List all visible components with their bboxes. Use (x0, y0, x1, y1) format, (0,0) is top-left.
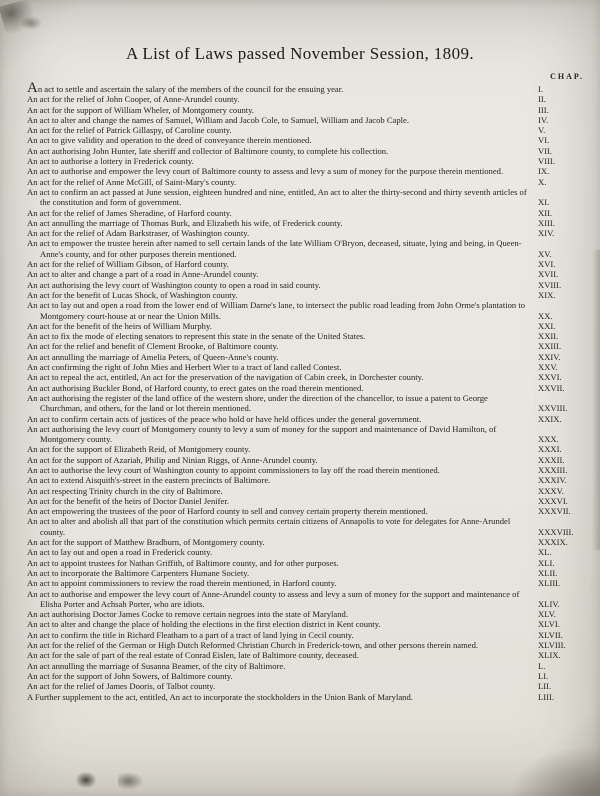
law-entry-text: An act to appoint commissioners to review the road therein mentioned, in Harford county. (27, 578, 337, 589)
law-entry-chapter: XXIX. (538, 413, 562, 424)
law-entry-text: An act for the relief of the German or High Dutch Reformed Christian Church in Frederick-town, and other persons therein named. (27, 640, 479, 651)
law-entry-text: An act to fix the mode of electing senators to represent this state in the senate of the United States. (27, 331, 366, 342)
law-entry-chapter: XI. (538, 197, 550, 208)
law-entry-chapter: XII. (538, 207, 553, 218)
law-entry-text: An act for the benefit of the heirs of William Murphy. (27, 320, 212, 331)
law-entry-chapter: XXXI. (538, 444, 562, 455)
law-entry-text: An act to alter and change the names of Samuel, William and Jacob Cole, to Samuel, William and Jacob Caple. (27, 114, 410, 125)
law-entry-chapter: XXXIX. (538, 537, 568, 548)
scan-smudge-top-left (0, 0, 39, 36)
law-entry-text: An act to repeal the act, entitled, An act for the preservation of the navigation of Cabin creek, in Dorchester county. (27, 372, 424, 383)
law-entry (27, 424, 590, 445)
law-entry-chapter: VII. (538, 145, 553, 156)
chapter-column-header: CHAP. (550, 72, 584, 81)
law-entry-chapter: XX. (538, 310, 553, 321)
law-entry-text: An act to alter and abolish all that part of the constitution which permits certain citizens of Annapolis to vote for delegates for Anne-Arundel county. (27, 516, 511, 537)
law-entry (27, 383, 590, 393)
scan-smudge-bottom-center (118, 772, 144, 790)
law-entry (27, 516, 590, 537)
law-entry-text: A Further supplement to the act, entitled, An act to incorporate the stockholders in the Union Bank of Maryland. (27, 691, 413, 702)
law-entry (27, 166, 590, 176)
law-entry-text: An act to authorise a lottery in Frederick county. (27, 156, 194, 167)
law-entry (27, 341, 590, 351)
law-entry-text: An act to settle and ascertain the salary of the members of the council for the ensuing year. (27, 80, 344, 96)
law-entry-chapter: IX. (538, 166, 550, 177)
law-entry-chapter: XXXIII. (538, 464, 568, 475)
law-entry (27, 589, 590, 610)
law-entry-chapter: XL. (538, 547, 552, 558)
law-entry-chapter: VI. (538, 135, 550, 146)
law-entry (27, 372, 590, 382)
law-entry (27, 300, 590, 321)
law-entry (27, 269, 590, 279)
law-entry-chapter: XXIII. (538, 341, 562, 352)
law-entry-chapter: XXXVI. (538, 495, 568, 506)
law-entry (27, 661, 590, 671)
law-entry (27, 187, 590, 208)
law-entry-chapter: XLVIII. (538, 640, 566, 651)
law-entry-text: An act for the support of Elizabeth Reid, of Montgomery county. (27, 444, 251, 455)
law-entry (27, 547, 590, 557)
law-entry (27, 681, 590, 691)
law-entry-text: An act for the relief of Anne McGill, of Saint-Mary's county. (27, 176, 237, 187)
law-entry-chapter: I. (538, 84, 544, 94)
law-entry (27, 414, 590, 424)
law-entry-chapter: L. (538, 660, 546, 671)
law-entry-chapter: XXI. (538, 320, 556, 331)
law-entry-text: An act annulling the marriage of Thomas Burk, and Elizabeth his wife, of Frederick county. (27, 217, 343, 228)
law-entry (27, 177, 590, 187)
law-entry-text: An act for the support of John Sowers, of Baltimore county. (27, 670, 233, 681)
law-entry-text: An act for the support of William Wheler, of Montgomery county. (27, 104, 255, 115)
law-entry-chapter: IV. (538, 114, 549, 125)
law-entry (27, 619, 590, 629)
law-entry (27, 640, 590, 650)
law-entry (27, 444, 590, 454)
law-entry-chapter: XV. (538, 248, 552, 259)
law-entry (27, 496, 590, 506)
law-entry-chapter: XXXVIII. (538, 526, 574, 537)
law-entry-chapter: XLIX. (538, 650, 561, 661)
law-entry (27, 578, 590, 588)
law-entry-chapter: XXVII. (538, 382, 565, 393)
law-entry-text: An act to incorporate the Baltimore Carpenters Humane Society. (27, 567, 250, 578)
law-entry (27, 506, 590, 516)
law-entry (27, 105, 590, 115)
law-entry-text: An act confirming the right of John Mies and Herbert Wier to a tract of land called Contest. (27, 362, 342, 373)
law-entry-text: An act for the benefit of Lucas Shock, of Washington county. (27, 289, 238, 300)
law-entry-text: An act to authorise and empower the levy court of Baltimore county to assess and levy a sum of money for the purpose therein mentioned. (27, 166, 504, 177)
law-entry-text: An act for the sale of part of the real estate of Conrad Eislen, late of Baltimore county, deceased. (27, 650, 359, 661)
law-entry-chapter: VIII. (538, 156, 555, 167)
law-entry (27, 537, 590, 547)
law-entry-chapter: XIX. (538, 289, 556, 300)
law-entry-text: An act annulling the marriage of Amelia Peters, of Queen-Anne's county. (27, 351, 279, 362)
law-entry (27, 135, 590, 145)
law-entry-text: An act to lay out and open a road from the lower end of William Darne's lane, to intersect the public road leading from John Orme's plantation to Montgomery court-house at or near the Union Mills. (27, 300, 526, 321)
law-entry (27, 156, 590, 166)
law-entry (27, 208, 590, 218)
law-entry-text: An act authorising Doctor James Cocke to remove certain negroes into the state of Maryland. (27, 609, 348, 620)
law-entry (27, 630, 590, 640)
law-entry-text: An act for the relief of Patrick Gillaspy, of Caroline county. (27, 125, 232, 136)
law-entry-text: An act authorising the register of the land office of the western shore, under the direction of the chancellor, to issue a patent to George Churchman, and others, for the land or lot therein mentioned. (27, 392, 488, 414)
law-entry (27, 115, 590, 125)
scan-smudge-top-left-2 (20, 16, 42, 30)
law-entry-chapter: XLIII. (538, 578, 561, 589)
law-entry-text: An act for the benefit of the heirs of Doctor Daniel Jenifer. (27, 495, 229, 506)
law-entry (27, 486, 590, 496)
law-entry-text: An act authorising John Hunter, late sheriff and collector of Baltimore county, to complete his collection. (27, 145, 389, 156)
law-entry-chapter: XXII. (538, 331, 559, 342)
law-entry-chapter: X. (538, 176, 547, 187)
law-entry (27, 290, 590, 300)
law-entry-text: An act empowering the trustees of the poor of Harford county to sell and convey certain property therein mentioned. (27, 506, 428, 517)
law-entry (27, 558, 590, 568)
law-entry-chapter: XLVII. (538, 629, 563, 640)
scan-smudge-bottom-left (76, 772, 96, 788)
law-entry-text: An act for the relief of John Cooper, of Anne-Arundel county. (27, 94, 240, 105)
law-entry-text: An act for the relief of James Sheradine, of Harford county. (27, 207, 232, 218)
law-entry-text: An act authorising Buckler Bond, of Harford county, to erect gates on the road therein mentioned. (27, 382, 364, 393)
law-entry-chapter: XIII. (538, 217, 555, 228)
law-entry-chapter: LI. (538, 670, 549, 681)
law-entry-chapter: XLVI. (538, 619, 560, 630)
law-entry-chapter: XIV. (538, 228, 555, 239)
law-entry-chapter: XXXII. (538, 454, 565, 465)
law-entry-chapter: V. (538, 125, 546, 136)
law-entry-chapter: XLI. (538, 557, 555, 568)
law-entry (27, 280, 590, 290)
law-entry (27, 331, 590, 341)
law-entry-text: An act to alter and change a part of a road in Anne-Arundel county. (27, 269, 259, 280)
law-entry (27, 228, 590, 238)
law-entry-chapter: II. (538, 94, 546, 105)
law-list (0, 80, 600, 702)
law-entry-chapter: XXX. (538, 434, 559, 445)
law-entry-chapter: XVIII. (538, 279, 562, 290)
law-entry-text: An act for the relief of James Dooris, of Talbot county. (27, 681, 216, 692)
law-entry (27, 465, 590, 475)
law-entry-chapter: LIII. (538, 691, 554, 702)
law-entry-text: An act for the relief of William Gibson, of Harford county. (27, 259, 229, 270)
law-entry (27, 650, 590, 660)
law-entry (27, 692, 590, 702)
law-entry-text: An act to empower the trustee herein after named to sell certain lands of the late William O'Bryon, deceased, situate, lying and being, in Queen-Anne's county, and for other purposes therein mentioned. (27, 238, 522, 259)
law-entry-chapter: LII. (538, 681, 552, 692)
law-entry-chapter: XXVI. (538, 372, 562, 383)
law-entry-chapter: XXXVII. (538, 506, 571, 517)
law-entry-text: An act respecting Trinity church in the city of Baltimore. (27, 485, 223, 496)
law-entry-chapter: XXIV. (538, 351, 561, 362)
law-entry-chapter: XVII. (538, 269, 559, 280)
law-entry-chapter: XXXIV. (538, 475, 567, 486)
law-entry-text: An act to lay out and open a road in Frederick county. (27, 547, 213, 558)
law-entry (27, 238, 590, 259)
law-entry (27, 321, 590, 331)
law-entry (27, 218, 590, 228)
law-entry-text: An act to confirm an act passed at June session, eighteen hundred and nine, entitled, An act to alter the thirty-second and thirty seventh articles of the constitution and form of government. (27, 186, 527, 208)
law-entry-chapter: XXV. (538, 362, 558, 373)
law-entry (27, 125, 590, 135)
law-entry-text: An act to give validity and operation to the deed of conveyance therein mentioned. (27, 135, 312, 146)
law-entry (27, 568, 590, 578)
law-entry-text: An act for the support of Matthew Bradburn, of Montgomery county. (27, 537, 265, 548)
law-entry (27, 352, 590, 362)
law-entry (27, 609, 590, 619)
law-entry (27, 146, 590, 156)
law-entry (27, 94, 590, 104)
page-title: A List of Laws passed November Session, 1809. (125, 44, 475, 63)
law-entry-chapter: XXXV. (538, 485, 564, 496)
law-entry-chapter: XXVIII. (538, 403, 568, 414)
law-entry-text: An act to confirm the title in Richard Fleatham to a part of a tract of land lying in Cecil county. (27, 629, 354, 640)
law-entry-text: An act to alter and change the place of holding the elections in the first election district in Kent county. (27, 619, 381, 630)
law-entry-chapter: XVI. (538, 259, 556, 270)
law-entry-chapter: III. (538, 104, 549, 115)
law-entry-text: An act to confirm certain acts of justices of the peace who hold or have held offices under the general government. (27, 413, 422, 424)
law-entry-text: An act to extend Aisquith's-street in the eastern precincts of Baltimore. (27, 475, 271, 486)
law-entry-text: An act authorising the levy court of Washington county to open a road in said county. (27, 279, 321, 290)
law-entry-chapter: XLIV. (538, 598, 560, 609)
law-entry-text: An act authorising the levy court of Montgomery county to levy a sum of money for the support and maintenance of David Hamilton, of Montgomery county. (27, 423, 497, 445)
law-entry-chapter: XLII. (538, 567, 558, 578)
law-entry-text: An act to authorise the levy court of Washington county to appoint commissioners to lay off the road therein mentioned. (27, 464, 440, 475)
law-entry (27, 259, 590, 269)
law-entry (27, 393, 590, 414)
law-entry-text: An act for the support of Azariah, Philip and Ninian Riggs, of Anne-Arundel county. (27, 454, 318, 465)
law-entry (27, 362, 590, 372)
law-entry-chapter: XLV. (538, 609, 556, 620)
law-entry (27, 475, 590, 485)
law-entry-text: An act annulling the marriage of Susanna Beamer, of the city of Baltimore. (27, 660, 286, 671)
law-entry-text: An act to appoint trustees for Nathan Griffith, of Baltimore county, and for other purposes. (27, 557, 339, 568)
law-entry-text: An act for the relief of Adam Barkstraser, of Washington county. (27, 228, 250, 239)
law-entry (27, 80, 590, 96)
law-entry (27, 455, 590, 465)
law-entry (27, 671, 590, 681)
law-entry-text: An act for the relief and benefit of Clement Brooke, of Baltimore county. (27, 341, 279, 352)
law-entry-text: An act to authorise and empower the levy court of Anne-Arundel county to assess and levy a sum of money for the support and maintenance of Elisha Porter and Achsah Porter, who are idiots. (27, 588, 520, 609)
scan-shadow-bottom-right (510, 746, 600, 796)
